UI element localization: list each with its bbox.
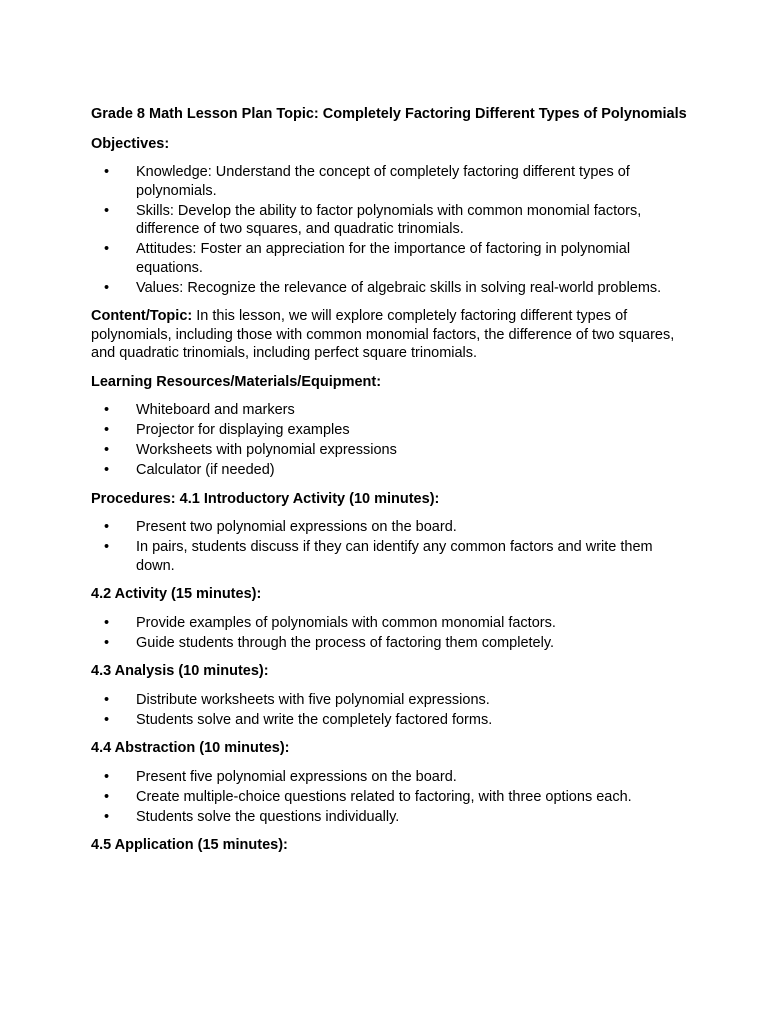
list-item: • Present two polynomial expressions on the board. — [91, 518, 691, 537]
abstraction-heading: 4.4 Abstraction (10 minutes): — [91, 740, 290, 756]
list-item: • Calculator (if needed) — [91, 461, 691, 480]
abstraction-list — [91, 768, 691, 827]
list-item: • Knowledge: Understand the concept of completely factoring different types of polynomials. — [91, 163, 691, 200]
procedures-intro-list — [91, 518, 691, 575]
analysis-heading: 4.3 Analysis (10 minutes): — [91, 663, 269, 679]
list-item: • Values: Recognize the relevance of algebraic skills in solving real-world problems. — [91, 279, 691, 298]
objectives-heading: Objectives: — [91, 135, 170, 152]
content-topic-text: In this lesson, we will explore completely factoring different types of polynomials, including those with common monomial factors, the difference of two squares, and quadratic trinomials, including perfect square trinomials. — [91, 308, 675, 361]
list-item: • Skills: Develop the ability to factor polynomials with common monomial factors, difference of two squares, and quadratic trinomials. — [91, 202, 691, 239]
list-item: • Students solve and write the completely factored forms. — [91, 711, 691, 730]
activity-heading: 4.2 Activity (15 minutes): — [91, 586, 262, 602]
list-item: • Whiteboard and markers — [91, 401, 691, 420]
procedures-heading: Procedures: 4.1 Introductory Activity (10 minutes): — [91, 490, 440, 507]
analysis-list — [91, 691, 691, 730]
list-item: • Distribute worksheets with five polynomial expressions. — [91, 691, 691, 710]
content-topic-label: Content/Topic: — [91, 308, 193, 324]
resources-heading: Learning Resources/Materials/Equipment: — [91, 373, 382, 390]
list-item: • Worksheets with polynomial expressions — [91, 441, 691, 460]
list-item: • Create multiple-choice questions related to factoring, with three options each. — [91, 788, 691, 807]
content-topic-paragraph — [91, 307, 691, 363]
document-title: Grade 8 Math Lesson Plan Topic: Completely Factoring Different Types of Polynomials — [91, 106, 687, 122]
list-item: • In pairs, students discuss if they can identify any common factors and write them down. — [91, 538, 691, 575]
list-item: • Guide students through the process of factoring them completely. — [91, 634, 691, 653]
list-item: • Present five polynomial expressions on the board. — [91, 768, 691, 787]
list-item: • Attitudes: Foster an appreciation for the importance of factoring in polynomial equations. — [91, 240, 691, 277]
objectives-list — [91, 163, 691, 297]
list-item: • Students solve the questions individually. — [91, 808, 691, 827]
activity-list — [91, 614, 691, 653]
document-page — [91, 105, 691, 865]
list-item: • Projector for displaying examples — [91, 421, 691, 440]
list-item: • Provide examples of polynomials with common monomial factors. — [91, 614, 691, 633]
resources-list — [91, 401, 691, 480]
application-heading: 4.5 Application (15 minutes): — [91, 837, 288, 853]
